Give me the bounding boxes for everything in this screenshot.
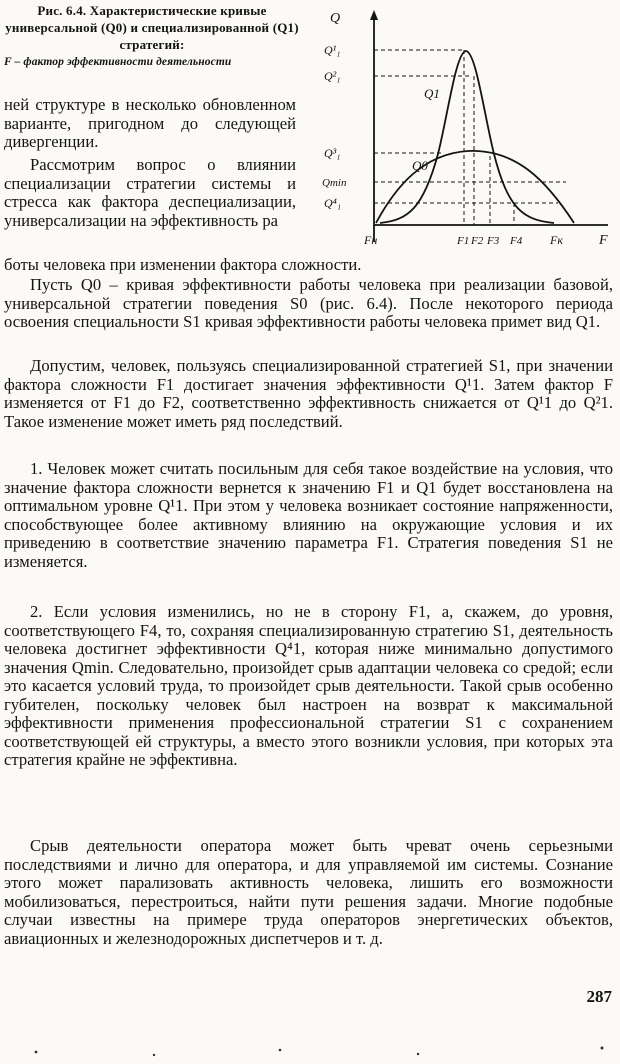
curve-q1 xyxy=(380,51,554,223)
paragraph-7: Срыв деятельности оператора может быть чреват очень серьезными последствиями и лично для оператора, и для управляемой им системы. Сознание этого может парализовать активность человека, лишить его возможности мобилизоваться, перестроиться, найти пути решения задачи. Многие подобные случаи известны на примере труда операторов энергетических объектов, авиационных и железнодорожных диспетчеров и т. д. xyxy=(4,836,613,948)
characteristic-curves-plot xyxy=(318,4,618,254)
y-tick-q41: Q⁴₁ xyxy=(324,196,342,210)
y-tick-q11: Q¹₁ xyxy=(324,43,341,57)
paragraph-1: ней структуре в несколько обновленном варианте, пригодном до следующей дивергенции. xyxy=(4,95,296,151)
scan-specks xyxy=(0,1030,620,1060)
y-axis-label: Q xyxy=(330,11,341,26)
paragraph-5: 1. Человек может считать посильным для себя такое воздействие на условия, что значение фактора сложности вернется к значению F1 и Q1 будет восстановлена на оптимальном уровне Q¹1. При этом у человека возникает состояние напряженности, способствующее более активному влиянию на окружающие условия и их приведению в соответствие значению параметра F1. Стратегия поведения S1 не изменяется. xyxy=(4,459,613,571)
paragraph-3: Пусть Q0 – кривая эффективности работы человека при реализации базовой, универсальной стратегии поведения S0 (рис. 6.4). После некоторого периода освоения специальности S1 кривая эффективности работы человека примет вид Q1. xyxy=(4,275,613,331)
x-tick-f3: F3 xyxy=(487,235,500,247)
x-tick-f4: F4 xyxy=(510,235,523,247)
y-axis-arrow xyxy=(370,10,378,20)
x-tick-fk: Fк xyxy=(550,233,563,247)
figure-caption-title: Рис. 6.4. Характеристические кривые универсальной (Q0) и специализированной (Q1) стратегий: xyxy=(5,3,299,52)
paragraph-6: 2. Если условия изменились, но не в сторону F1, а, скажем, до уровня, соответствующего F4, то, сохраняя специализированную стратегию S1, деятельность человека достигнет эффективности Q⁴1, которая ниже минимально допустимого значения Qmin. Следовательно, произойдет срыв адаптации человека со средой; если это касается условий труда, то произойдет срыв деятельности. Такой срыв особенно губителен, поскольку человек был настроен на возврат к максимальной эффективности применения профессиональной стратегии S1 с сохранением соответствующей ей структуры, а вместо этого возникли условия, при которых эта стратегия крайне не эффективна. xyxy=(4,602,613,769)
paragraph-2: Рассмотрим вопрос о влиянии специализации стратегии системы и стресса как фактора деспециализации, универсализации на эффективность ра xyxy=(4,155,296,230)
y-tick-q21: Q²₁ xyxy=(324,69,341,83)
y-tick-qmin: Qmin xyxy=(322,177,347,189)
y-tick-q31: Q³₁ xyxy=(324,146,341,160)
figure-6-4 xyxy=(318,4,618,254)
page-number: 287 xyxy=(586,987,612,1006)
curve-label-q0: Q0 xyxy=(412,158,428,173)
x-tick-fn: Fн xyxy=(364,233,378,247)
x-axis-label: F xyxy=(599,233,608,248)
curve-label-q1: Q1 xyxy=(424,86,440,101)
paragraph-4: Допустим, человек, пользуясь специализированной стратегией S1, при значении фактора сложности F1 достигает значения эффективности Q¹1. Затем фактор F изменяется от F1 до F2, соответственно эффективность снижается от Q¹1 до Q²1. Такое изменение может иметь ряд последствий. xyxy=(4,356,613,431)
guide-lines xyxy=(374,50,566,225)
curve-q0 xyxy=(376,151,574,223)
figure-caption-legend: F – фактор эффективности деятельности xyxy=(4,56,232,68)
paragraph-2-continuation: боты человека при изменении фактора сложности. xyxy=(4,255,362,274)
figure-caption xyxy=(4,2,300,68)
x-tick-f2: F2 xyxy=(471,235,484,247)
x-tick-f1: F1 xyxy=(457,235,470,247)
